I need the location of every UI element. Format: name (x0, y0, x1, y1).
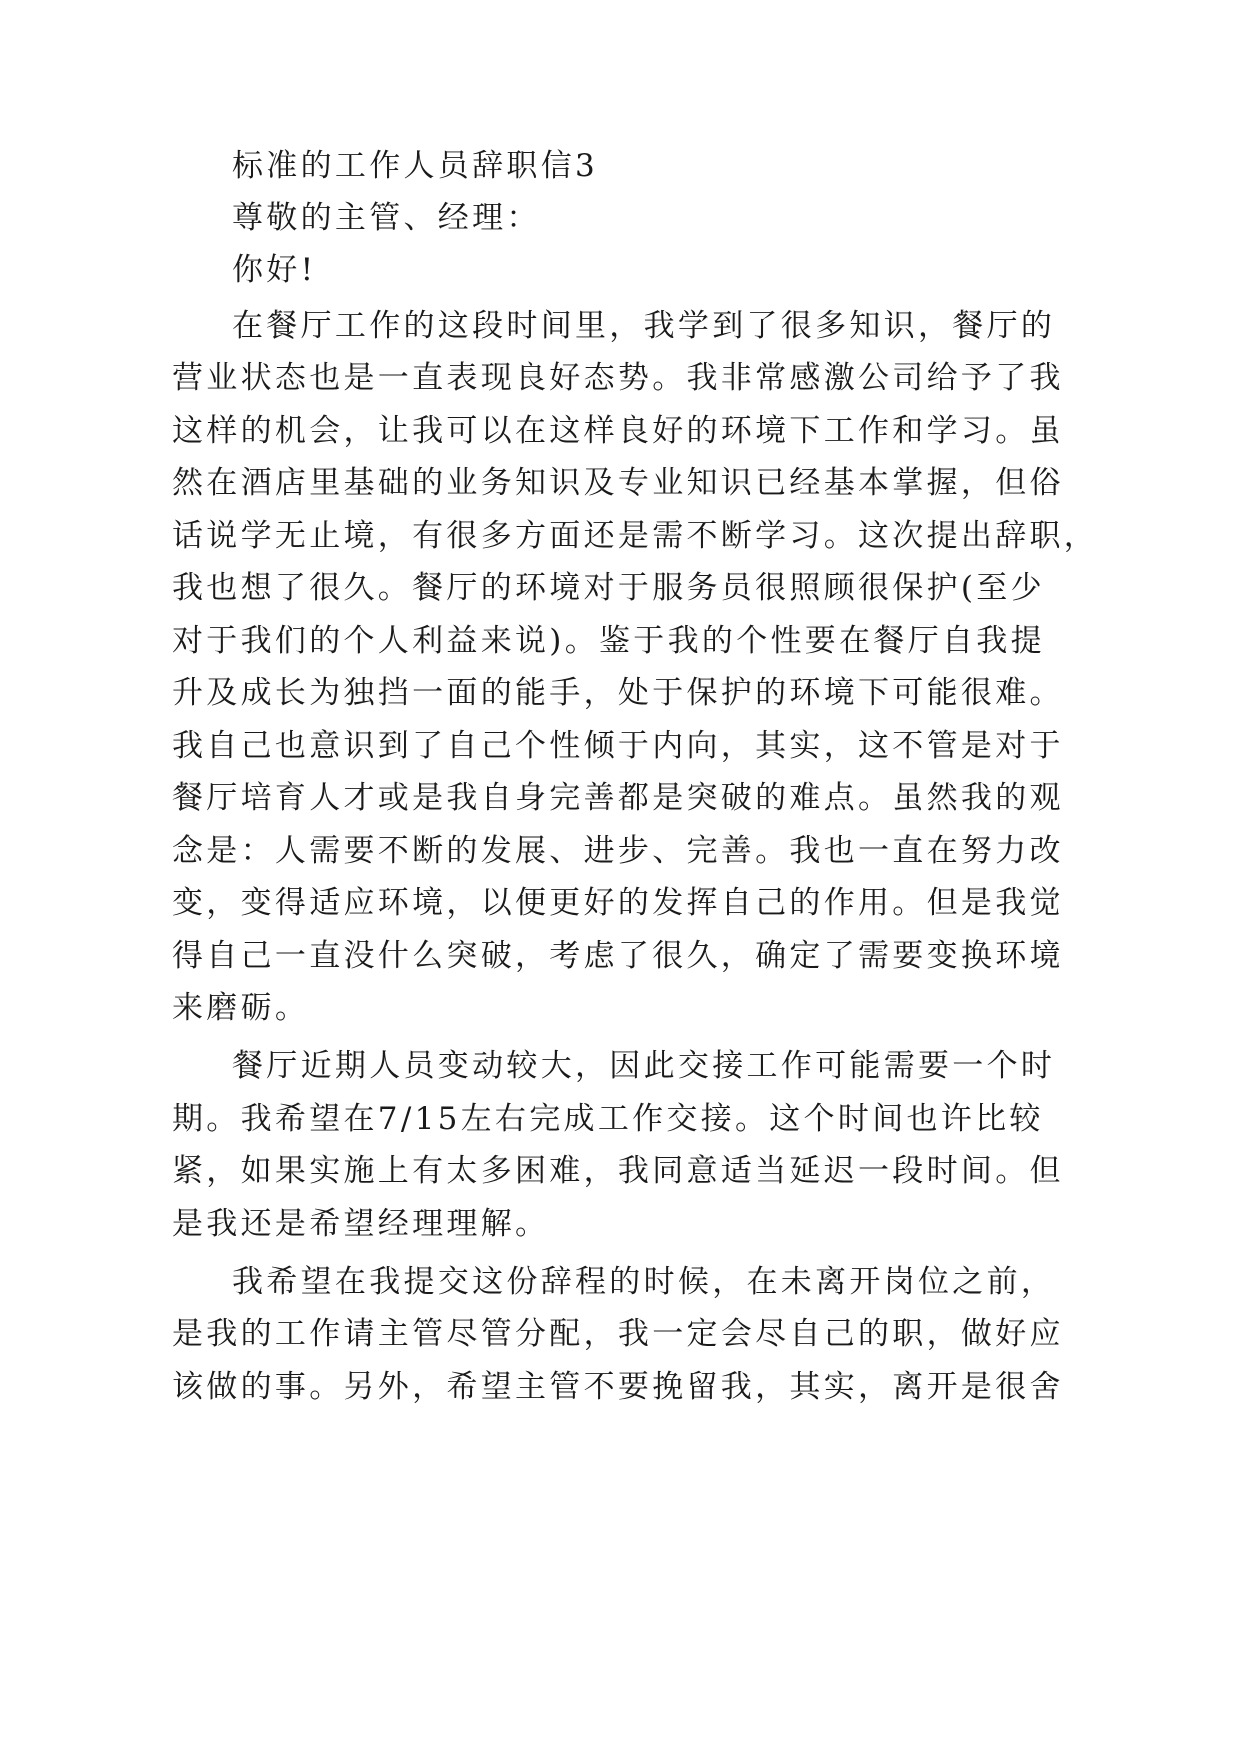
paragraph-1-line: 对于我们的个人利益来说)。鉴于我的个性要在餐厅自我提 (172, 623, 1045, 659)
paragraph-3-line: 是我的工作请主管尽管分配，我一定会尽自己的职，做好应 (172, 1316, 1064, 1352)
paragraph-1-line: 我自己也意识到了自己个性倾于内向，其实，这不管是对于 (172, 728, 1064, 764)
paragraph-2-line: 餐厅近期人员变动较大，因此交接工作可能需要一个时 (232, 1048, 1056, 1084)
paragraph-3-line: 我希望在我提交这份辞程的时候，在未离开岗位之前， (232, 1264, 1056, 1300)
letter-title: 标准的工作人员辞职信3 (232, 148, 599, 184)
paragraph-2-line: 是我还是希望经理理解。 (172, 1206, 550, 1242)
paragraph-1-line: 得自己一直没什么突破，考虑了很久，确定了需要变换环境 (172, 938, 1064, 974)
paragraph-2-line: 期。我希望在7/15左右完成工作交接。这个时间也许比较 (172, 1101, 1044, 1137)
paragraph-1-line: 在餐厅工作的这段时间里，我学到了很多知识，餐厅的 (232, 308, 1056, 344)
paragraph-1-line: 这样的机会，让我可以在这样良好的环境下工作和学习。虽 (172, 413, 1064, 449)
paragraph-1-line: 餐厅培育人才或是我自身完善都是突破的难点。虽然我的观 (172, 780, 1064, 816)
paragraph-1-line: 然在酒店里基础的业务知识及专业知识已经基本掌握，但俗 (172, 465, 1064, 501)
letter-greeting: 你好! (232, 252, 317, 288)
letter-salutation: 尊敬的主管、经理： (232, 200, 541, 236)
paragraph-1-line: 变，变得适应环境，以便更好的发挥自己的作用。但是我觉 (172, 885, 1064, 921)
paragraph-1-line: 来磨砺。 (172, 990, 310, 1026)
paragraph-3-line: 该做的事。另外，希望主管不要挽留我，其实，离开是很舍 (172, 1369, 1064, 1405)
paragraph-1-line: 念是：人需要不断的发展、进步、完善。我也一直在努力改 (172, 833, 1064, 869)
paragraph-1-line: 营业状态也是一直表现良好态势。我非常感激公司给予了我 (172, 360, 1064, 396)
paragraph-2-line: 紧，如果实施上有太多困难，我同意适当延迟一段时间。但 (172, 1153, 1064, 1189)
paragraph-1-line: 我也想了很久。餐厅的环境对于服务员很照顾很保护(至少 (172, 570, 1045, 606)
paragraph-1-line: 话说学无止境，有很多方面还是需不断学习。这次提出辞职， (172, 518, 1099, 554)
paragraph-1-line: 升及成长为独挡一面的能手，处于保护的环境下可能很难。 (172, 675, 1064, 711)
